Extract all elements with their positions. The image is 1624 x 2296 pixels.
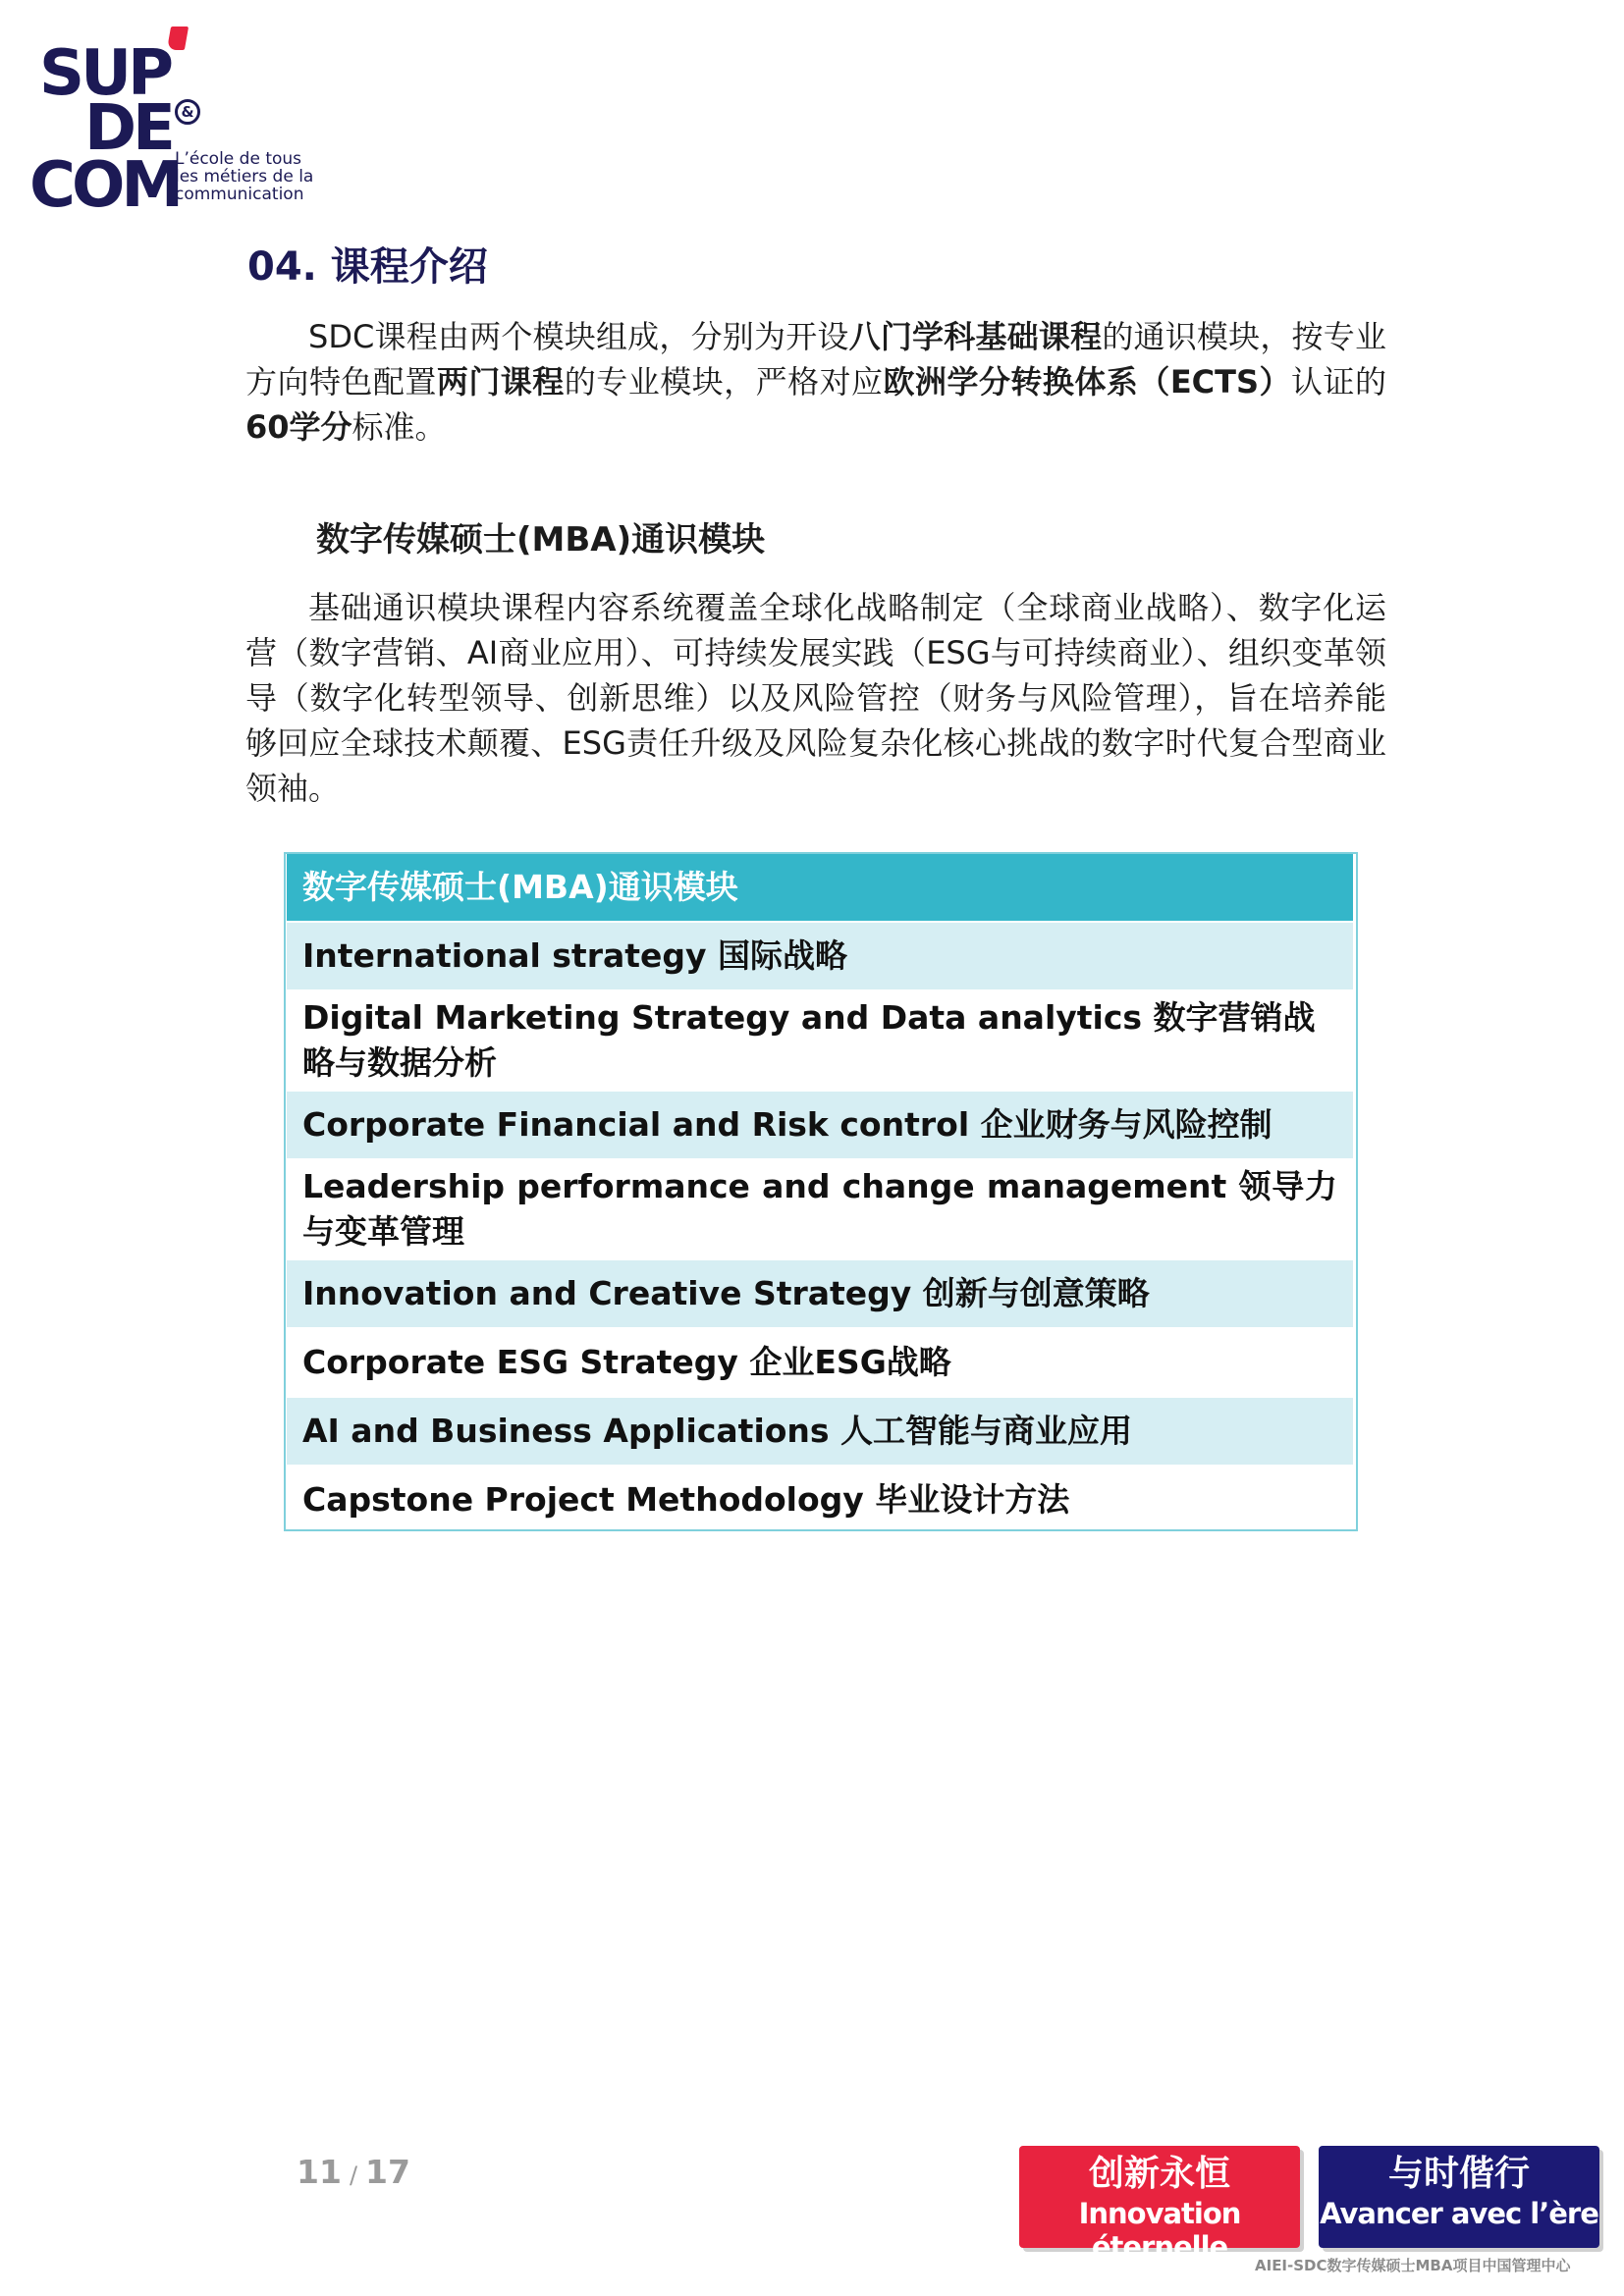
advance-badge xyxy=(1319,2146,1599,2248)
innovation-badge xyxy=(1019,2146,1300,2264)
intro-bold: 60学分 xyxy=(245,408,352,446)
registered-icon: & xyxy=(175,99,200,125)
intro-bold: 欧洲学分转换体系（ECTS） xyxy=(883,363,1291,400)
intro-text: 认证的 xyxy=(1291,363,1386,400)
course-table xyxy=(285,852,1355,1535)
footer-note: AIEI-SDC数字传媒硕士MBA项目中国管理中心 xyxy=(1255,2257,1571,2274)
logo-tagline-line: communication xyxy=(175,185,304,204)
logo-accent-mark xyxy=(167,27,189,50)
sup-de-com-logo xyxy=(29,25,324,222)
table-row xyxy=(286,990,1354,1091)
table-cell: Capstone Project Methodology 毕业设计方法 xyxy=(286,1466,1354,1534)
logo-line-de: DE xyxy=(84,92,172,165)
badge-french-text: Avancer avec l’ère xyxy=(1320,2197,1598,2230)
intro-text: 标准。 xyxy=(352,408,447,446)
page-total: 17 xyxy=(365,2153,410,2191)
table-row xyxy=(286,1466,1354,1534)
logo-line-sup: SUP xyxy=(39,37,170,110)
table-header-cell: 数字传媒硕士(MBA)通识模块 xyxy=(286,853,1354,922)
intro-text: 的专业模块，严格对应 xyxy=(564,363,884,400)
intro-bold: 两门课程 xyxy=(436,363,565,400)
table-row xyxy=(286,1091,1354,1159)
badge-chinese-text: 创新永恒 xyxy=(1088,2154,1230,2194)
table-cell: International strategy 国际战略 xyxy=(286,922,1354,990)
table-cell: Corporate Financial and Risk control 企业财务与风险控制 xyxy=(286,1091,1354,1159)
logo-line-com: COM xyxy=(29,149,181,222)
intro-bold: 八门学科基础课程 xyxy=(848,318,1103,355)
logo-tagline xyxy=(175,150,313,203)
table-row xyxy=(286,1159,1354,1259)
module-description: 基础通识模块课程内容系统覆盖全球化战略制定（全球商业战略）、数字化运营（数字营销、AI商业应用）、可持续发展实践（ESG与可持续商业）、组织变革领导（数字化转型领导、创新思维）以及风险管控（财务与风险管理），旨在培养能够回应全球技术颠覆、ESG责任升级及风险复杂化核心挑战的数字时代复合型商业领袖。 xyxy=(245,589,1386,807)
section-title: 04. 课程介绍 xyxy=(247,244,488,290)
intro-paragraph xyxy=(245,314,1386,450)
logo-tagline-line: les métiers de la xyxy=(175,167,314,187)
intro-text: 的通识模块，按专业方向特色配置 xyxy=(245,318,1386,400)
table-cell: Corporate ESG Strategy 企业ESG战略 xyxy=(286,1328,1354,1397)
table-row xyxy=(286,1397,1354,1466)
table-header-row xyxy=(286,853,1354,922)
table-row xyxy=(286,1259,1354,1328)
logo-tagline-line: L’école de tous xyxy=(175,149,302,169)
table-cell: AI and Business Applications 人工智能与商业应用 xyxy=(286,1397,1354,1466)
intro-text: SDC课程由两个模块组成，分别为开设 xyxy=(308,318,849,355)
module-subtitle: 数字传媒硕士(MBA)通识模块 xyxy=(316,520,766,560)
page-separator: / xyxy=(349,2162,358,2189)
table-cell: Digital Marketing Strategy and Data analytics 数字营销战略与数据分析 xyxy=(286,990,1354,1091)
badge-french-text: Innovation éternelle xyxy=(1078,2197,1241,2264)
table-row xyxy=(286,1328,1354,1397)
page-number xyxy=(297,2153,410,2191)
page-current: 11 xyxy=(297,2153,342,2191)
table-cell: Leadership performance and change management 领导力与变革管理 xyxy=(286,1159,1354,1259)
table-row xyxy=(286,922,1354,990)
table-cell: Innovation and Creative Strategy 创新与创意策略 xyxy=(286,1259,1354,1328)
badge-chinese-text: 与时偕行 xyxy=(1387,2154,1530,2194)
